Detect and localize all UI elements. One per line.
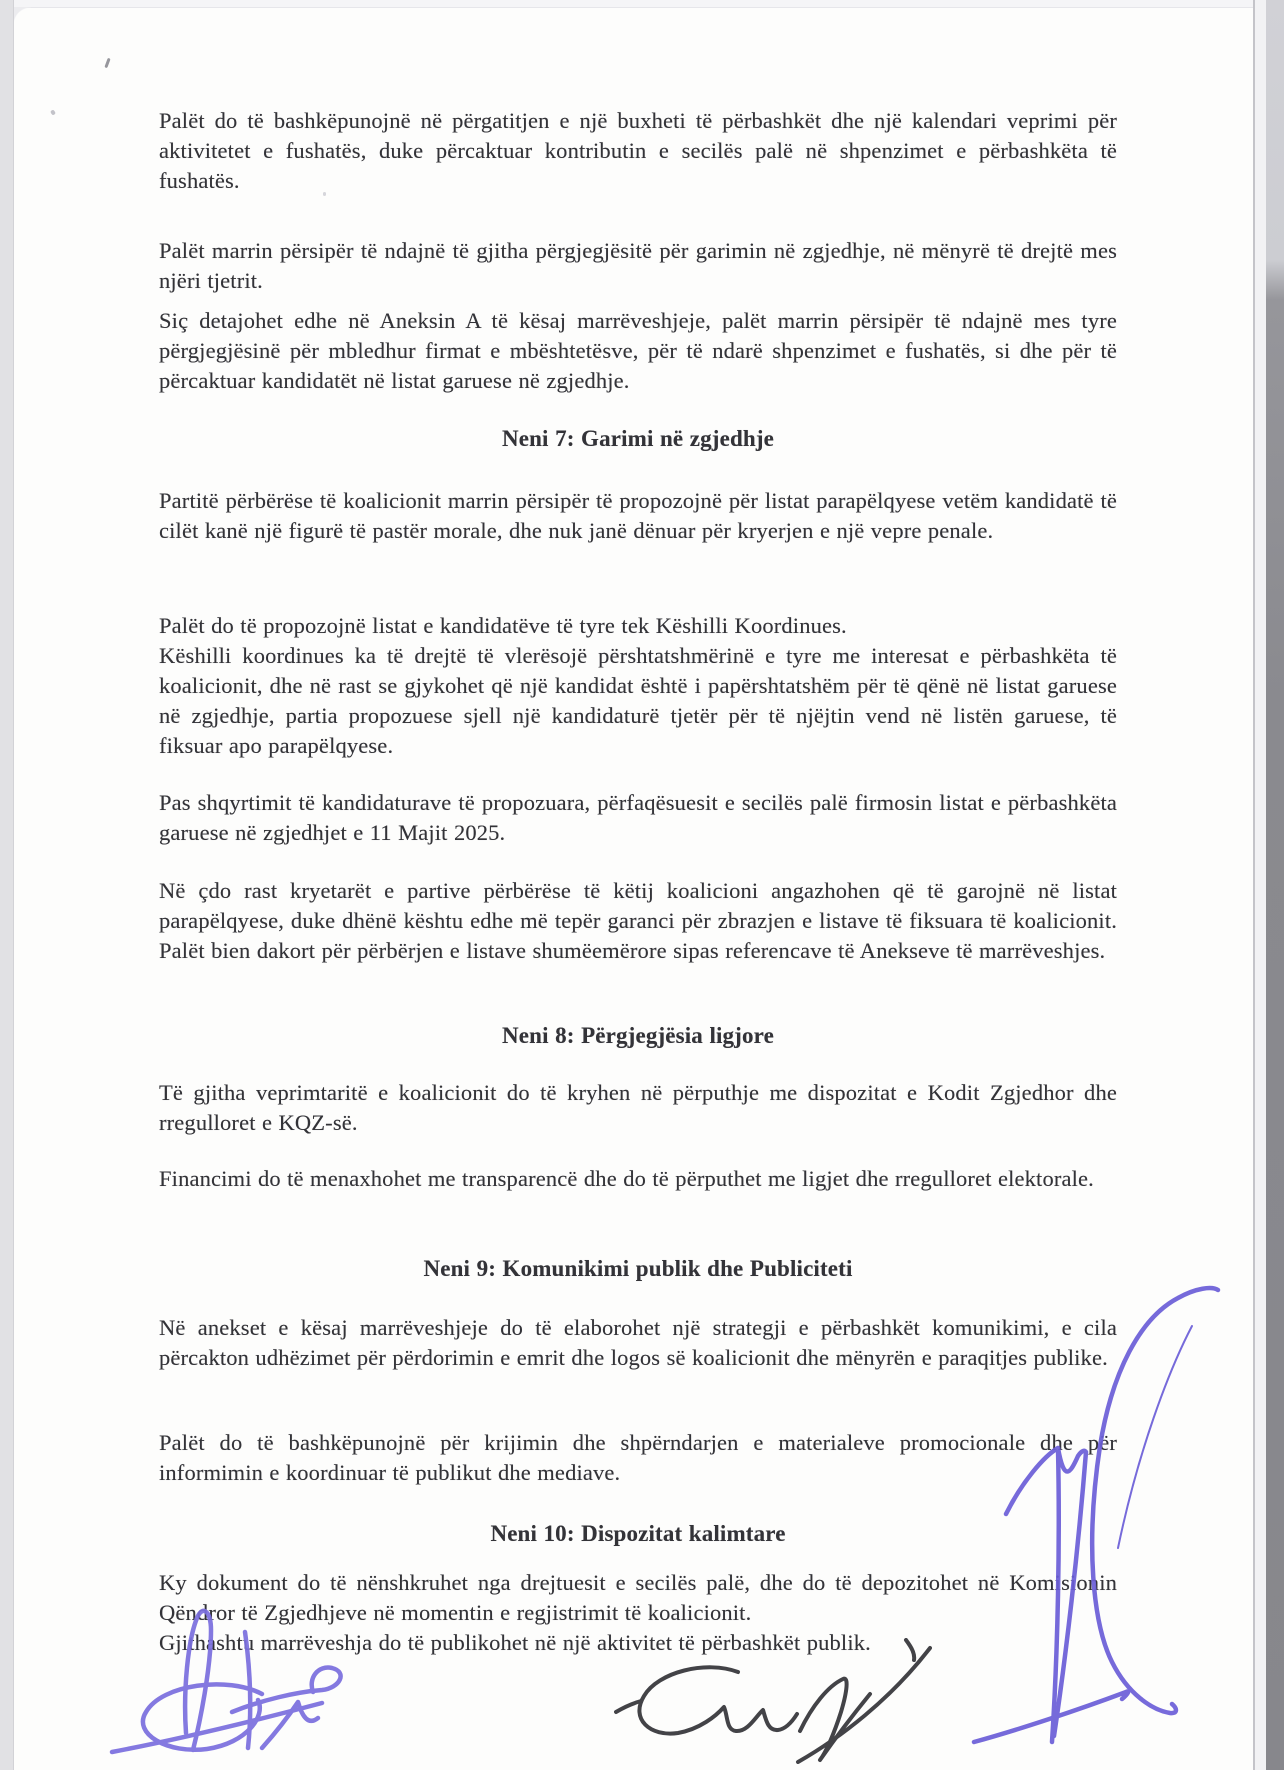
scanner-shadow-strip <box>1266 0 1284 1770</box>
paragraph: Siç detajohet edhe në Aneksin A të kësaj marrëveshjeje, palët marrin përsipër të ndajnë mes tyre përgjegjësinë për mbledhur firmat e mbështetësve, për të ndarë shpenzimet e fushatës, si dhe për të përcaktuar kandidatët në listat garuese në zgjedhje. <box>159 308 1117 393</box>
paragraph: Të gjitha veprimtaritë e koalicionit do të kryhen në përputhje me dispozitat e Kodit Zgjedhor dhe rregulloret e KQZ-së. <box>159 1080 1117 1135</box>
paper-top-edge <box>0 0 1284 8</box>
text-column <box>159 0 1117 1770</box>
paragraph: Këshilli koordinues ka të drejtë të vlerësojë përshtatshmërinë e tyre me interesat e përbashkëta të koalicionit, dhe në rast se gjykohet që një kandidat është i papërshtatshëm për të qënë në listat garuese në zgjedhje, partia propozuese sjell një kandidaturë tjetër për të njëjtin vend në listën garuese, të fiksuar apo parapëlqyese. <box>159 643 1117 758</box>
paragraph: Palët do të propozojnë listat e kandidatëve të tyre tek Këshilli Koordinues. <box>159 613 847 638</box>
paragraph: Financimi do të menaxhohet me transparencë dhe do të përputhet me ligjet dhe rregulloret elektorale. <box>159 1166 1094 1191</box>
paragraph: Në anekset e kësaj marrëveshjeje do të elaborohet një strategji e përbashkët komunikimi, e cila përcakton udhëzimet për përdorimin e emrit dhe logos së koalicionit dhe mënyrën e paraqitjes publike. <box>159 1315 1117 1370</box>
paragraph: Palët do të bashkëpunojnë për krijimin dhe shpërndarjen e materialeve promocionale dhe për informimin e koordinuar të publikut dhe mediave. <box>159 1430 1117 1485</box>
section-heading: Neni 9: Komunikimi publik dhe Publiciteti <box>423 1256 853 1281</box>
paper-left-edge <box>0 0 14 1770</box>
scan-speck <box>50 109 56 115</box>
paragraph: Partitë përbërëse të koalicionit marrin përsipër të propozojnë për listat parapëlqyese vetëm kandidatë të cilët kanë një figurë të pastër morale, dhe nuk janë dënuar për kryerjen e një vepre penale. <box>159 488 1117 543</box>
scan-speck <box>323 192 326 196</box>
scan-speck <box>104 58 110 68</box>
paragraph: Ky dokument do të nënshkruhet nga drejtuesit e secilës palë, dhe do të depozitohet në Komisionin Qëndror të Zgjedhjeve në momentin e regjistrimit të koalicionit. <box>159 1570 1117 1625</box>
paragraph: Në çdo rast kryetarët e partive përbërëse të këtij koalicioni angazhohen që të garojnë në listat parapëlqyese, duke dhënë kështu edhe më tepër garanci për zbrazjen e listave të fiksuara të koalicionit. Palët bien dakort për përbërjen e listave shumëemërore sipas referencave të Anekseve të marrëveshjes. <box>159 878 1117 963</box>
section-heading: Neni 8: Përgjegjësia ligjore <box>502 1023 774 1048</box>
paragraph: Gjithashtu marrëveshja do të publikohet në një aktivitet të përbashkët publik. <box>159 1630 871 1655</box>
paper-corner <box>13 7 31 25</box>
section-heading: Neni 10: Dispozitat kalimtare <box>490 1521 786 1546</box>
paper-right-gutter <box>1255 0 1266 1770</box>
paragraph: Palët marrin përsipër të ndajnë të gjitha përgjegjësitë për garimin në zgjedhje, në mënyrë të drejtë mes njëri tjetrit. <box>159 238 1117 293</box>
paragraph: Palët do të bashkëpunojnë në përgatitjen e një buxheti të përbashkët dhe një kalendari veprimi për aktivitetet e fushatës, duke përcaktuar kontributin e secilës palë në shpenzimet e përbashkëta të fushatës. <box>159 108 1117 193</box>
section-heading: Neni 7: Garimi në zgjedhje <box>501 426 775 451</box>
paragraph: Pas shqyrtimit të kandidaturave të propozuara, përfaqësuesit e secilës palë firmosin listat e përbashkëta garuese në zgjedhjet e 11 Majit 2025. <box>159 790 1117 845</box>
